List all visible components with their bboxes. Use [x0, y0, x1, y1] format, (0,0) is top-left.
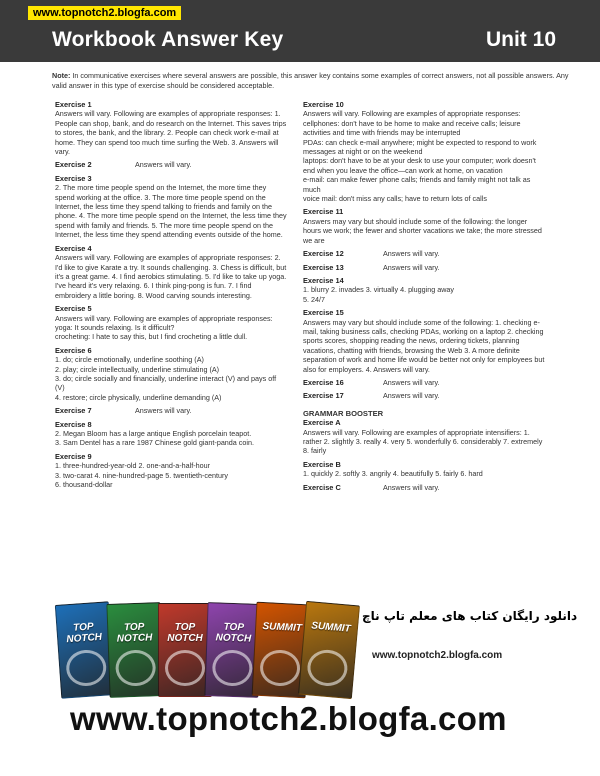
exercise-12: [303, 249, 547, 258]
exercise-16: [303, 378, 547, 387]
exercise-15: [303, 308, 547, 374]
exercise-heading: Exercise 3: [55, 173, 92, 183]
promo-small-url[interactable]: www.topnotch2.blogfa.com: [372, 650, 503, 661]
promo-big-url[interactable]: www.topnotch2.blogfa.com: [70, 700, 507, 737]
exercise-heading: Exercise A: [303, 418, 341, 428]
exercise-17: [303, 391, 547, 400]
exercise-b: [303, 460, 547, 479]
exercise-line: 4. restore; circle physically, underline demanding (A): [55, 392, 222, 402]
exercise-heading: Exercise 5: [55, 304, 92, 314]
exercise-text: Answers will vary. Following are examples of appropriate responses:: [55, 313, 273, 323]
exercise-line: yoga: It sounds relaxing. Is it difficult?: [55, 322, 175, 332]
exercise-heading: Exercise 9: [55, 451, 92, 461]
exercise-line: voice mail: don't miss any calls; have to return lots of calls: [303, 194, 487, 204]
exercise-heading: Exercise 8: [55, 419, 92, 429]
exercise-5: [55, 304, 287, 342]
promo-farsi-text: دانلود رایگان کتاب های معلم تاپ ناچ: [362, 609, 578, 623]
exercise-text: Answers will vary. Following are examples of appropriate intensifiers: 1. rather 2. slightly 3. really 4. very 5. wonderfully 6. considerably 7. extremely 8. fairly: [303, 427, 543, 456]
exercise-line: 2. play; circle intellectually, underline stimulating (A): [55, 364, 220, 374]
note-text: In communicative exercises where several answers are possible, this answer key contains some examples of correct answers, not all possible answers. Any valid answer in this type of exercise should be considered acceptable.: [52, 71, 569, 90]
exercise-heading: Exercise 16: [303, 377, 344, 387]
exercise-heading: Exercise 4: [55, 243, 92, 253]
book-cover: [106, 602, 163, 698]
book-title: TOP NOTCH: [215, 621, 252, 645]
cover-swirl-graphic: [115, 649, 156, 686]
exercise-text: 2. The more time people spend on the Internet, the more time they spend working at the office. 3. The more time people spend on the Internet, the less time they spend talking to friends and family on the phone. 4. The more time people spend on the Internet, the less time they spend with family and friends. 5. The more time people spend on the Internet, the less time they spend attending events outside of the home.: [55, 183, 287, 240]
exercise-heading: Exercise 2: [55, 160, 92, 170]
exercise-text: 1. quickly 2. softly 3. angrily 4. beautifully 5. fairly 6. hard: [303, 469, 483, 479]
exercise-line: laptops: don't have to be at your desk to use your computer; work doesn't end when you leave the office—can work at home, on vacation: [303, 156, 536, 175]
right-column: [303, 100, 547, 496]
exercise-heading: Exercise 13: [303, 262, 344, 272]
exercise-11: [303, 207, 547, 245]
exercise-text: Answers may vary but should include some of the following: 1. checking e-mail, taking business calls, checking PDAs, working on a laptop 2. checking sports scores, shopping reading the news, ordering tickets, planning vacations, chatting with friends, browsing the Web 3. A more definite separation of work and home life would be better not only for employees but also for employers. 4. Answers will vary.: [303, 317, 545, 374]
exercise-heading: Exercise 14: [303, 275, 344, 285]
exercise-heading: Exercise 15: [303, 308, 344, 318]
cover-swirl-graphic: [259, 649, 301, 687]
exercise-1: [55, 100, 287, 156]
cover-swirl-graphic: [306, 648, 349, 687]
exercise-line: crocheting: I hate to say this, but I find crocheting a little dull.: [55, 332, 248, 342]
book-title: TOP NOTCH: [116, 621, 153, 645]
exercise-13: [303, 263, 547, 272]
exercise-text: Answers will vary.: [383, 249, 440, 259]
exercise-heading: Exercise C: [303, 482, 341, 492]
exercise-text: Answers will vary.: [383, 377, 440, 387]
exercise-heading: Exercise 6: [55, 345, 92, 355]
exercise-heading: Exercise 11: [303, 207, 344, 217]
exercise-text: Answers will vary. Following are examples of appropriate responses:: [303, 109, 521, 119]
exercise-line: 5. 24/7: [303, 294, 325, 304]
exercise-heading: Exercise 10: [303, 100, 344, 109]
exercise-14: [303, 276, 547, 304]
exercise-7: [55, 406, 287, 415]
book-title: TOP NOTCH: [167, 622, 203, 644]
exercise-text: Answers will vary.: [135, 406, 192, 416]
exercise-text: Answers will vary.: [135, 160, 192, 170]
cover-swirl-graphic: [212, 649, 253, 686]
exercise-text: Answers will vary. Following are examples of appropriate responses: 2. I'd like to give Karate a try. It sounds challenging. 3. Chess is difficult, but it's a great game. 4. I find aerobics stimulating. 5. I'd like to take up yoga. I've heard it's very relaxing. 6. I think ping-pong is fun. 7. I find embroidery a little boring. 8. Wood carving sounds interesting.: [55, 253, 287, 300]
book-title: SUMMIT: [262, 621, 303, 635]
cover-swirl-graphic: [65, 649, 107, 688]
note-label: Note:: [52, 71, 71, 80]
exercise-c: [303, 483, 547, 492]
exercise-text: Answers will vary.: [383, 391, 440, 401]
exercise-a: [303, 418, 547, 456]
exercise-line: PDAs: can check e-mail anywhere; might be expected to respond to work messages at night or on the weekend: [303, 137, 537, 157]
exercise-8: [55, 420, 287, 448]
exercise-line: 3. Sam Dentel has a rare 1987 Chinese gold giant-panda coin.: [55, 438, 254, 448]
exercise-text: Answers will vary. Following are examples of appropriate responses: 1. People can shop, bank, and do research on the Internet. This saves trips to stores, the bank, and the library. 2. People can check work e-mail at home. They can spend too much time surfing the Web. 3. Answers will vary.: [55, 109, 287, 157]
page-header: [0, 0, 600, 62]
exercise-text: Answers may vary but should include some of the following: the longer hours we work; the fewer and shorter vacations we take; the more stressed we are: [303, 216, 542, 245]
exercise-2: [55, 160, 287, 169]
exercise-line: 6. thousand-dollar: [55, 480, 113, 490]
exercise-3: [55, 174, 287, 240]
exercise-line: 3. do; circle socially and financially, underline interact (V) and pays off (V): [55, 373, 277, 393]
exercise-heading: Exercise 12: [303, 249, 344, 259]
exercise-9: [55, 452, 287, 490]
grammar-booster-title: GRAMMAR BOOSTER: [303, 408, 384, 418]
exercise-line: 2. Megan Bloom has a large antique English porcelain teapot.: [55, 429, 252, 438]
exercise-6: [55, 346, 287, 402]
exercise-line: 1. do; circle emotionally, underline soothing (A): [55, 355, 204, 365]
exercise-4: [55, 244, 287, 300]
left-column: [55, 100, 287, 493]
book-title: SUMMIT: [310, 620, 352, 635]
exercise-heading: Exercise B: [303, 459, 341, 469]
exercise-heading: Exercise 17: [303, 391, 344, 401]
exercise-line: 1. blurry 2. invades 3. virtually 4. plugging away: [303, 285, 455, 295]
exercise-heading: Exercise 1: [55, 100, 92, 109]
exercise-text: Answers will vary.: [383, 262, 440, 272]
book-covers-row: [58, 603, 358, 699]
unit-label: Unit 10: [485, 28, 556, 51]
note-paragraph: [52, 71, 572, 90]
exercise-line: e-mail: can make fewer phone calls; friends and family might not talk as much: [303, 175, 531, 194]
exercise-line: 3. two-carat 4. nine-hundred-page 5. twentieth-century: [55, 470, 228, 480]
exercise-text: Answers will vary.: [383, 482, 440, 492]
cover-swirl-graphic: [165, 650, 205, 686]
header-url-badge[interactable]: www.topnotch2.blogfa.com: [28, 6, 181, 20]
book-cover: [298, 601, 360, 699]
book-title: TOP NOTCH: [66, 621, 103, 646]
page-title: Workbook Answer Key: [52, 28, 284, 51]
exercise-heading: Exercise 7: [55, 406, 92, 416]
exercise-line: 1. three-hundred-year-old 2. one-and-a-half-hour: [55, 461, 211, 471]
exercise-line: cellphones: don't have to be home to make and receive calls; leisure activities and time with friends may be interrupted: [303, 118, 521, 138]
exercise-10: [303, 100, 547, 203]
